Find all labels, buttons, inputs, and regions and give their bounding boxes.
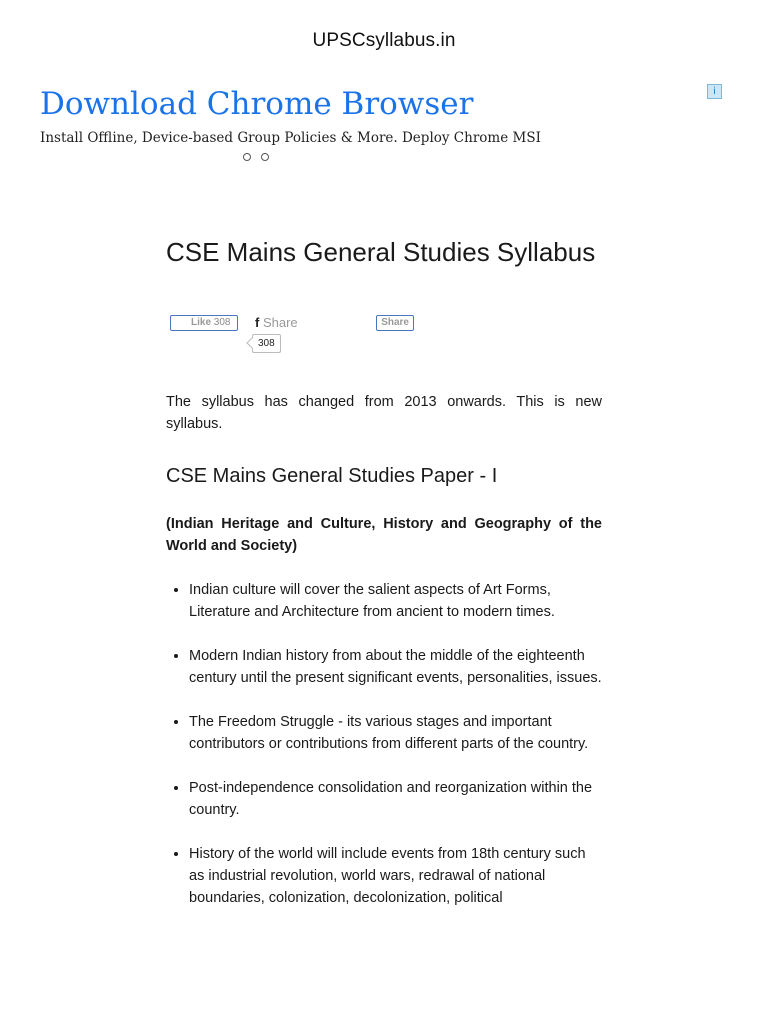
list-item: • Modern Indian history from about the middle of the eighteenth century until the present significant events, personalities, issues. — [189, 645, 602, 689]
ad-carousel-dots — [243, 153, 269, 161]
page-title: CSE Mains General Studies Syllabus — [166, 237, 596, 267]
list-item: • Post-independence consolidation and reorganization within the country. — [189, 777, 602, 821]
info-icon[interactable]: i — [707, 84, 722, 99]
share-count-bubble: 308 — [252, 334, 281, 353]
like-count: 308 — [213, 317, 231, 328]
list-item: • History of the world will include events from 18th century such as industrial revolution, world wars, redrawal of national boundaries, colonization, decolonization, political — [189, 843, 602, 909]
list-item: • The Freedom Struggle - its various stages and important contributors or contributions from different parts of the country. — [189, 711, 602, 755]
social-bar — [166, 303, 602, 363]
share-button[interactable]: Share — [376, 315, 414, 331]
facebook-icon: f — [255, 315, 260, 330]
section-subtitle: (Indian Heritage and Culture, History and Geography of the World and Society) — [166, 516, 602, 554]
share-label: Share — [262, 315, 298, 330]
facebook-share-button[interactable] — [255, 315, 298, 330]
carousel-dot[interactable] — [261, 153, 269, 161]
ad-title-link[interactable]: Download Chrome Browser — [40, 86, 474, 122]
site-name[interactable]: UPSCsyllabus.in — [312, 30, 456, 51]
topic-list — [166, 579, 602, 909]
facebook-like-button[interactable] — [170, 315, 238, 331]
article — [166, 232, 602, 931]
ad-banner[interactable] — [40, 84, 730, 146]
list-item: • Indian culture will cover the salient aspects of Art Forms, Literature and Architecture from ancient to modern times. — [189, 579, 602, 623]
like-label: Like — [191, 317, 212, 328]
intro-text: The syllabus has changed from 2013 onwards. This is new syllabus. — [166, 394, 602, 432]
section-title: CSE Mains General Studies Paper - I — [166, 465, 498, 487]
carousel-dot[interactable] — [243, 153, 251, 161]
ad-description: Install Offline, Device-based Group Policies & More. Deploy Chrome MSI — [40, 130, 541, 146]
